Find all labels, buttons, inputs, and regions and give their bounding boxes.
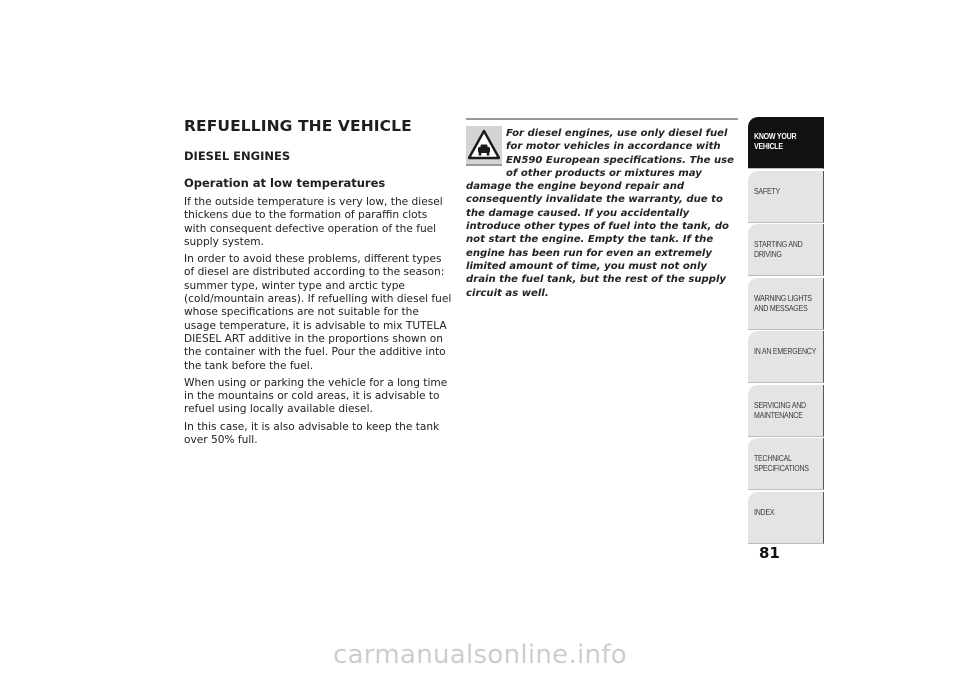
tab-in-an-emergency[interactable] <box>748 331 824 383</box>
warning-divider <box>466 118 738 120</box>
body-paragraph: If the outside temperature is very low, the diesel thickens due to the formation of paraffin clots with consequent defective operation of the fuel supply system. <box>184 196 443 248</box>
chapter-tabs <box>748 117 824 545</box>
page-title: REFUELLING THE VEHICLE <box>184 117 412 135</box>
body-paragraph: When using or parking the vehicle for a long time in the mountains or cold areas, it is advisable to refuel using locally available diesel. <box>184 376 448 416</box>
main-column <box>184 117 452 451</box>
tab-label: KNOW YOUR VEHICLE <box>754 131 797 151</box>
warning-text: For diesel engines, use only diesel fuel for motor vehicles in accordance with EN590 European specifications. The use of other products or mixtures may damage the engine beyond repair and consequently invalidate the warranty, due to the damage caused. If you accidentally introduce other types of fuel into the tank, do not start the engine. Empty the tank. If the engine has been run for even an extremely limited amount of time, you must not only drain the fuel tank, but the rest of the supply circuit as well. <box>466 128 734 299</box>
tab-safety[interactable] <box>748 171 824 223</box>
tab-label: STARTING AND DRIVING <box>754 239 803 259</box>
tab-label: TECHNICAL SPECIFICATIONS <box>754 453 809 473</box>
tab-label: IN AN EMERGENCY <box>754 346 817 356</box>
tab-label: WARNING LIGHTS AND MESSAGES <box>754 292 812 313</box>
page-number: 81 <box>759 544 780 562</box>
tab-starting-and-driving[interactable] <box>748 224 824 276</box>
section-heading: DIESEL ENGINES <box>184 149 291 163</box>
tab-technical-specifications[interactable] <box>748 438 824 490</box>
body-paragraph: In this case, it is also advisable to keep the tank over 50% full. <box>184 420 440 447</box>
tab-label: INDEX <box>754 506 775 517</box>
subsection-heading: Operation at low temperatures <box>184 176 386 190</box>
tab-index[interactable] <box>748 492 824 544</box>
tab-label: SAFETY <box>754 185 780 196</box>
tab-know-your-vehicle[interactable] <box>748 117 824 169</box>
body-paragraph: In order to avoid these problems, different types of diesel are distributed according to the season: summer type, winter type and arctic type (cold/mountain areas). If refuelling with diesel fuel whose specifications are not suitable for the usage temperature, it is advisable to mix TUTELA DIESEL ART additive in the proportions shown on the container with the fuel. Pour the additive into the tank before the fuel. <box>184 253 452 372</box>
tab-warning-lights-and-messages[interactable] <box>748 278 824 330</box>
tab-label: SERVICING AND MAINTENANCE <box>754 399 806 420</box>
tab-servicing-and-maintenance[interactable] <box>748 385 824 437</box>
watermark-text: carmanualsonline.info <box>332 640 627 670</box>
